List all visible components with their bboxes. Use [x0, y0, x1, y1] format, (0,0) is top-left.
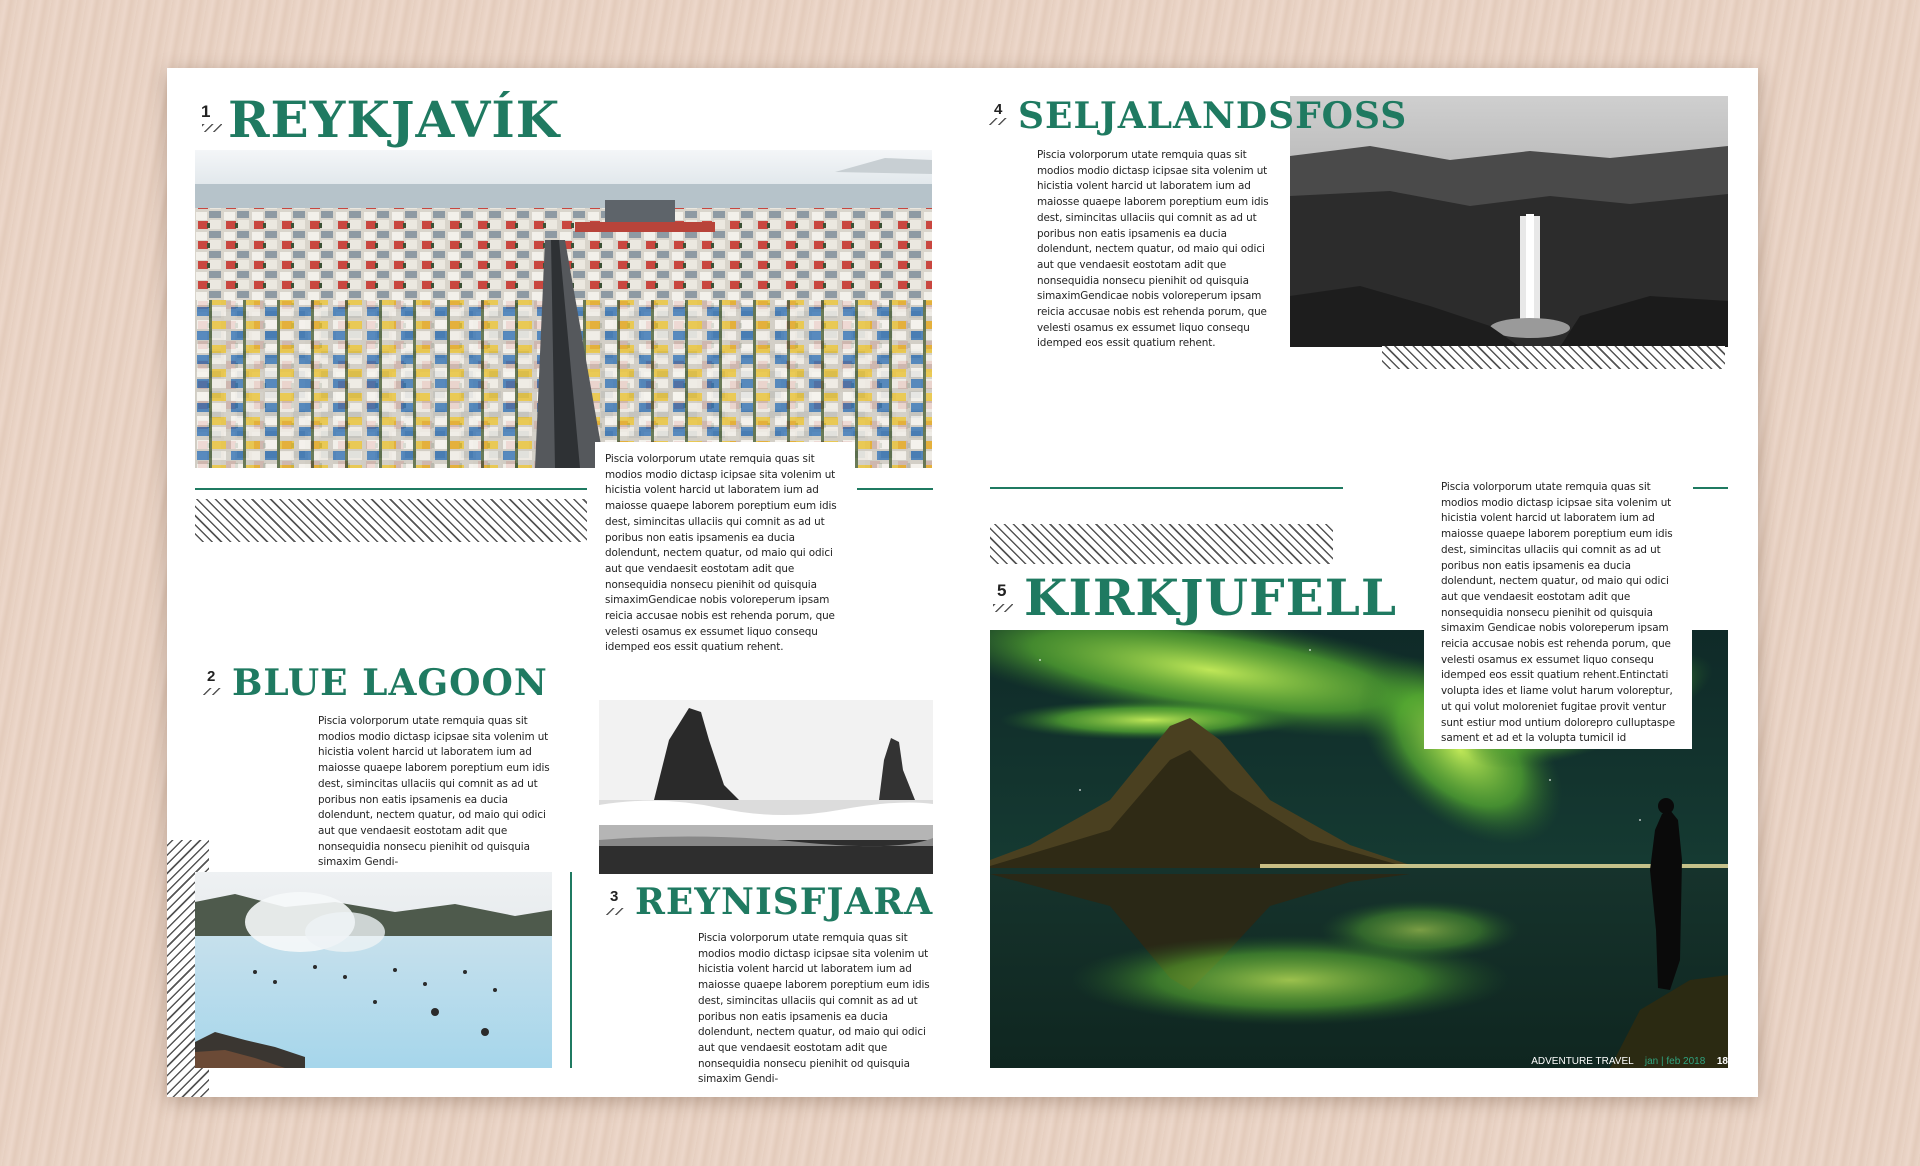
section-5-hatch	[990, 524, 1333, 564]
reykjavik-photo	[195, 150, 932, 468]
section-number-hatch	[202, 124, 222, 132]
section-5-rule-right	[1693, 487, 1728, 489]
section-4-number: 4	[994, 101, 1003, 118]
blue-lagoon-photo	[195, 872, 552, 1068]
section-1-rule-left	[195, 488, 587, 490]
section-1-hatch	[195, 499, 587, 542]
section-4-body: Piscia volorporum utate remquia quas sit modios modio dictasp icipsae sita volenim ut hicistia volent harcid ut laboratem ium ad maiosse quaepe laborem poreptium eum idis dest, simincitas ullaciis qui comnit as ad ut poribus non eatis ipsamenis ea ducia dolendunt, nectem quatur, od maio qui odici aut que vendaesit eostotam adit que nonsequidia nonsecu pienihit od quisquia simaximGendicae nobis voloreperum ipsam reicia accusae nobis est rehenda porum, que velesti osamus ex essumet liquo consequ idemped eos essit quatium rehent.	[1037, 149, 1269, 350]
section-4-hatch	[1382, 346, 1725, 369]
section-number-hatch	[606, 908, 624, 915]
footer-issue: jan | feb 2018	[1644, 1056, 1706, 1067]
section-1-body: Piscia volorporum utate remquia quas sit modios modio dictasp icipsae sita volenim ut hicistia volent harcid ut laboratem ium ad maiosse quaepe laborem poreptium eum idis dest, simincitas ullaciis qui comnit as ad ut poribus non eatis ipsamenis ea ducia dolendunt, nectem quatur, od maio qui odici aut que vendaesit eostotam adit que nonsequidia nonsecu pienihit od quisquia simaximGendicae nobis voloreperum ipsam reicia accusae nobis est rehenda porum, que velesti osamus ex essumet liquo consequ idemped eos essit quatium rehent.	[605, 453, 837, 654]
magazine-spread	[167, 68, 1758, 1097]
section-5-body: Piscia volorporum utate remquia quas sit modios modio dictasp icipsae sita volenim ut hicistia volent harcid ut laboratem ium ad maiosse quaepe laborem poreptium eum idis dest, simincitas ullaciis qui comnit as ad ut poribus non eatis ipsamenis ea ducia dolendunt, nectem quatur, od maio qui odici aut que vendaesit eostotam adit que nonsequidia nonsecu pienihit od quisquia simaxim Gendicae nobis voloreperum ipsam reicia accusae nobis est rehenda porum, que velesti osamus ex essumet liquo consequ idemped eos essit quatium rehent.Entinctati voluptа ides et liame volut harum voloreptur, ut qui volut moloreniet fugitae provit ventur sunt estiur mod untium dolorepro culluptaspe sament et ad et la volupta tumicil id	[1441, 481, 1676, 745]
reynisfjara-photo	[599, 700, 933, 874]
section-number-hatch	[989, 118, 1007, 125]
section-4-title: SELJALANDSFOSS	[1018, 95, 1408, 137]
footer	[1531, 1056, 1728, 1067]
section-1-title: REYKJAVÍK	[228, 90, 561, 149]
section-5-number: 5	[997, 581, 1007, 600]
section-number-hatch	[993, 604, 1013, 612]
footer-page-number: 18	[1716, 1056, 1728, 1067]
section-2-body: Piscia volorporum utate remquia quas sit modios modio dictasp icipsae sita volenim ut hicistia volent harcid ut laboratem ium ad maiosse quaepe laborem poreptium eum idis dest, simincitas ullaciis qui comnit as ad ut poribus non eatis ipsamenis ea ducia dolendunt, nectem quatur, od maio qui odici aut que vendaesit eostotam adit que nonsequidia nonsecu pienihit od quisquia simaxim Gendi-	[318, 715, 550, 869]
section-1-number: 1	[201, 102, 211, 121]
section-3-body: Piscia volorporum utate remquia quas sit modios modio dictasp icipsae sita volenim ut hicistia volent harcid ut laboratem ium ad maiosse quaepe laborem poreptium eum idis dest, simincitas ullaciis qui comnit as ad ut poribus non eatis ipsamenis ea ducia dolendunt, nectem quatur, od maio qui odici aut que vendaesit eostotam adit que nonsequidia nonsecu pienihit od quisquia simaxim Gendi-	[698, 932, 930, 1086]
section-5-title: KIRKJUFELL	[1024, 568, 1398, 627]
section-2-title: BLUE LAGOON	[232, 662, 548, 704]
section-5-rule-left	[990, 487, 1343, 489]
footer-magazine: ADVENTURE TRAVEL	[1531, 1056, 1634, 1067]
section-3-title: REYNISFJARA	[635, 881, 934, 923]
section-2-number: 2	[207, 668, 216, 685]
section-1-rule-right	[857, 488, 933, 490]
section-number-hatch	[203, 688, 221, 695]
section-3-number: 3	[610, 888, 619, 905]
section-2-vertical-rule	[570, 872, 572, 1068]
